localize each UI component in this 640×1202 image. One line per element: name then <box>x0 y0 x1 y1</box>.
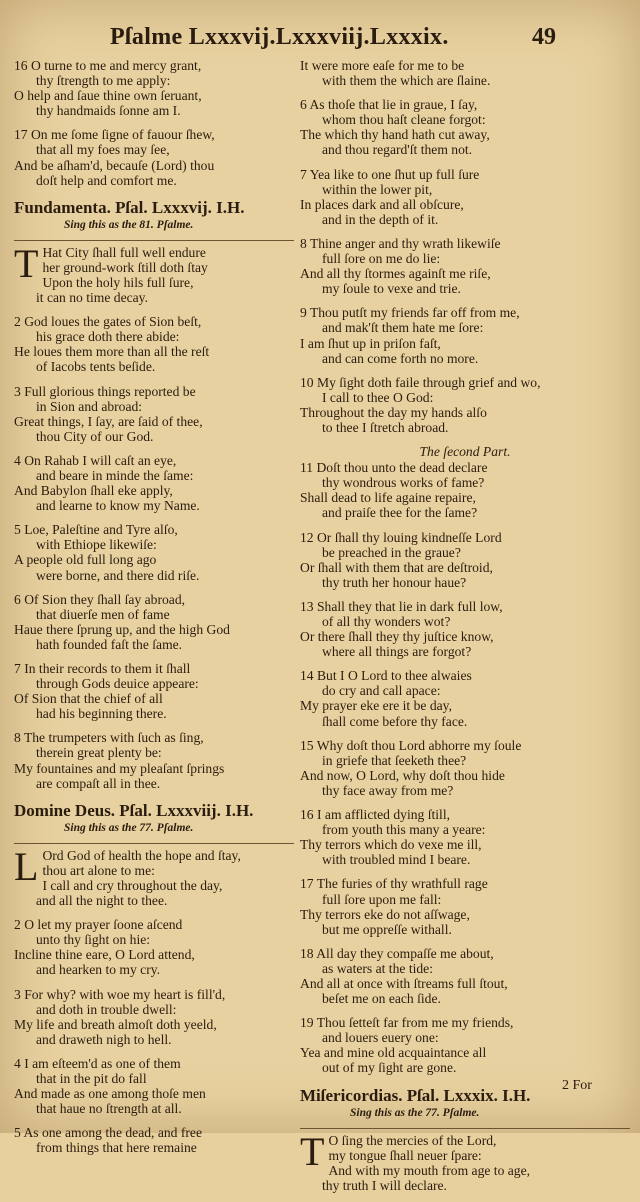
verse <box>14 384 294 444</box>
tune-direction: Sing this as the 81. Pſalme. <box>64 218 194 231</box>
verse-line: Ord God of health the hope and ſtay, <box>42 847 241 863</box>
verse-line: And with my mouth from age to age, <box>328 1162 531 1178</box>
verse-line: that haue no ſtrength at all. <box>36 1101 182 1117</box>
verse-line: unto thy ſight on hie: <box>36 932 151 948</box>
verse-line: And all thy ſtormes againſt me riſe, <box>300 266 491 282</box>
verse-line: and mak'ſt them hate me ſore: <box>322 320 484 336</box>
verse <box>14 661 294 721</box>
verse-line: 12 Or ſhall thy louing kindneſſe Lord <box>300 529 502 545</box>
drop-cap: L <box>14 843 39 889</box>
verse-line: where all things are forgot? <box>322 644 472 660</box>
verse-line: Thy terrors which do vexe me ill, <box>300 837 482 853</box>
verse-line: I call and cry throughout the day, <box>42 877 223 893</box>
verse-line: in Sion and abroad: <box>36 398 143 414</box>
verse-line: thou art alone to me: <box>42 862 155 878</box>
verse-line: thy face away from me? <box>322 782 454 798</box>
drop-cap: T <box>300 1128 325 1174</box>
verse-line: to thee I ſtretch abroad. <box>322 419 449 435</box>
verse-line: with troubled mind I beare. <box>322 852 471 868</box>
verse-line: Upon the holy hils full ſure, <box>42 274 194 290</box>
verse-line: as waters at the tide: <box>322 960 433 976</box>
verse-line: 7 In their records to them it ſhall <box>14 661 191 676</box>
verse <box>300 1128 630 1193</box>
verse-line: And made as one among thoſe men <box>14 1086 206 1102</box>
verse-line: Or ſhall with them that are deſtroid, <box>300 559 493 575</box>
verse-line: 7 Yea like to one ſhut up full ſure <box>300 166 480 182</box>
verse-line: her ground-work ſtill doth ſtay <box>42 259 208 275</box>
verse-line: My fountaines and my pleaſant ſprings <box>14 760 225 776</box>
verse <box>14 127 294 187</box>
verse-line: I call to thee O God: <box>322 389 434 405</box>
verse <box>14 453 294 513</box>
verse <box>300 1015 630 1075</box>
verse-line: his grace doth there abide: <box>36 329 180 345</box>
verse-line: are compaſt all in thee. <box>36 775 161 791</box>
verse-line: had his beginning there. <box>36 706 167 722</box>
verse <box>14 58 294 118</box>
verse-line: thy wondrous works of fame? <box>322 475 485 491</box>
verse-line: of Iacobs tents beſide. <box>36 359 156 375</box>
verse-line: and learne to know my Name. <box>36 498 200 514</box>
verse-line: 10 My ſight doth faile through grief and wo, <box>300 374 541 390</box>
verse <box>300 305 630 365</box>
verse-line: it can no time decay. <box>36 290 148 306</box>
verse <box>300 807 630 867</box>
verse-line: Incline thine eare, O Lord attend, <box>14 947 195 963</box>
running-header <box>0 24 640 54</box>
verse-line: Great things, I ſay, are ſaid of thee, <box>14 413 203 429</box>
drop-cap: T <box>14 240 39 286</box>
verse-line: and louers euery one: <box>322 1030 439 1046</box>
verse-line: thy truth her honour haue? <box>322 574 467 590</box>
verse-line: out of my ſight are gone. <box>322 1060 457 1076</box>
verse-line: 8 Thine anger and thy wrath likewiſe <box>300 235 501 251</box>
heading-rule <box>300 1128 630 1129</box>
verse-line: My life and breath almoſt doth yeeld, <box>14 1016 217 1032</box>
verse <box>14 917 294 977</box>
verse-line: 2 God loues the gates of Sion beſt, <box>14 314 202 330</box>
verse-line: 6 As thoſe that lie in graue, I ſay, <box>300 97 478 113</box>
verse-line: and praiſe thee for the ſame? <box>322 505 478 521</box>
psalm-title: Fundamenta. Pſal. Lxxxvij. I.H. <box>14 197 245 217</box>
verse-line: And now, O Lord, why doſt thou hide <box>300 767 505 783</box>
verse-line: 4 I am eſteem'd as one of them <box>14 1055 181 1071</box>
verse-line: O ſing the mercies of the Lord, <box>328 1132 497 1148</box>
verse-line: 6 Of Sion they ſhall ſay abroad, <box>14 591 186 607</box>
verse <box>14 730 294 790</box>
verse-line: with them the which are ſlaine. <box>322 73 491 89</box>
verse-line: whom thou haſt cleane forgot: <box>322 112 486 128</box>
left-column <box>14 58 294 1164</box>
verse-line: 17 The furies of thy wrathfull rage <box>300 876 488 892</box>
verse-line: 8 The trumpeters with ſuch as ſing, <box>14 730 204 746</box>
verse-line: Hat City ſhall full well endure <box>42 244 206 260</box>
verse-line: 16 I am afflicted dying ſtill, <box>300 807 451 823</box>
verse-line: 18 All day they compaſſe me about, <box>300 945 494 961</box>
verse-line: and draweth nigh to hell. <box>36 1031 172 1047</box>
verse <box>14 843 294 909</box>
verse-line: through Gods deuice appeare: <box>36 676 199 692</box>
verse-line: 3 For why? with woe my heart is fill'd, <box>14 986 226 1002</box>
verse-line: full ſore on me do lie: <box>322 251 441 267</box>
verse-line: Shall dead to life againe repaire, <box>300 490 476 506</box>
verse-line: my ſoule to vexe and trie. <box>322 281 461 297</box>
verse-line: 5 As one among the dead, and free <box>14 1125 202 1141</box>
verse <box>14 240 294 306</box>
catchword: 2 For <box>562 1078 592 1093</box>
heading-rule <box>14 843 294 844</box>
verse <box>300 599 630 659</box>
verse-line: were borne, and there did riſe. <box>36 567 200 583</box>
verse-line: from youth this many a yeare: <box>322 822 486 838</box>
verse-line: be preached in the graue? <box>322 544 461 560</box>
verse-line: 2 O let my prayer ſoone aſcend <box>14 917 183 933</box>
verse-line: In places dark and all obſcure, <box>300 196 464 212</box>
verse <box>14 522 294 582</box>
verse-line: 9 Thou putſt my friends far off from me, <box>300 305 520 321</box>
verse-line: 11 Doſt thou unto the dead declare <box>300 460 488 476</box>
psalm-title: Domine Deus. Pſal. Lxxxviij. I.H. <box>14 800 254 820</box>
verse-line: thy handmaids ſonne am I. <box>36 103 181 119</box>
verse-line: with Ethiope likewiſe: <box>36 537 157 553</box>
verse-line: and beare in minde the ſame: <box>36 467 194 483</box>
verse-line: and thou regard'ſt them not. <box>322 142 473 158</box>
verse-line: hath founded faſt the ſame. <box>36 636 183 652</box>
psalm-title: Miſericordias. Pſal. Lxxxix. I.H. <box>300 1085 531 1105</box>
psalm-heading <box>14 198 294 241</box>
verse-line: Yea and mine old acquaintance all <box>300 1045 487 1061</box>
verse-line: 4 On Rahab I will caſt an eye, <box>14 452 177 468</box>
verse <box>300 876 630 936</box>
verse-line: The which thy hand hath cut away, <box>300 127 490 143</box>
verse-line: in griefe that ſeeketh thee? <box>322 752 467 768</box>
verse-line: My prayer eke ere it be day, <box>300 698 452 714</box>
verse-line: beſet me on each ſide. <box>322 991 441 1007</box>
tune-direction: Sing this as the 77. Pſalme. <box>350 1106 480 1119</box>
verse-line: He loues them more than all the reſt <box>14 344 210 360</box>
verse-line: and hearken to my cry. <box>36 962 161 978</box>
tune-direction: Sing this as the 77. Pſalme. <box>64 821 194 834</box>
verse-line: And be aſham'd, becauſe (Lord) thou <box>14 157 215 173</box>
verse-line: Or there ſhall they thy juſtice know, <box>300 629 494 645</box>
verse <box>14 592 294 652</box>
verse <box>300 375 630 435</box>
verse-line: ſhall come before thy face. <box>322 713 468 729</box>
verse-line: do cry and call apace: <box>322 683 441 699</box>
verse-line: I am ſhut up in priſon faſt, <box>300 335 441 351</box>
verse-line: 19 Thou ſetteſt far from me my friends, <box>300 1015 514 1031</box>
verse-line: and all the night to thee. <box>36 893 168 909</box>
verse-line: full ſore upon me fall: <box>322 891 442 907</box>
verse-line: thy truth I will declare. <box>322 1177 447 1193</box>
verse-line: and doth in trouble dwell: <box>36 1001 177 1017</box>
verse-line: 15 Why doſt thou Lord abhorre my ſoule <box>300 737 522 753</box>
verse-line: thy ſtrength to me apply: <box>36 73 171 89</box>
verse-line: It were more eaſe for me to be <box>300 58 465 73</box>
verse <box>300 668 630 728</box>
verse-line: doſt help and comfort me. <box>36 172 177 188</box>
verse-line: 5 Loe, Paleſtine and Tyre alſo, <box>14 522 178 538</box>
verse <box>300 738 630 798</box>
verse <box>14 1056 294 1116</box>
verse-line: that in the pit do fall <box>36 1070 147 1086</box>
verse-line: thou City of our God. <box>36 428 154 444</box>
verse-line: And all at once with ſtreams full ſtout, <box>300 975 508 991</box>
verse <box>14 1125 294 1155</box>
verse-line: Throughout the day my hands alſo <box>300 404 487 420</box>
verse <box>14 987 294 1047</box>
verse-line: Of Sion that the chief of all <box>14 691 163 707</box>
psalm-heading <box>14 801 294 844</box>
verse-line: my tongue ſhall neuer ſpare: <box>328 1147 482 1163</box>
verse-line: from things that here remaine <box>36 1140 197 1156</box>
verse-line: 16 O turne to me and mercy grant, <box>14 58 202 73</box>
verse-line: that diuerſe men of fame <box>36 606 170 622</box>
verse <box>300 460 630 520</box>
verse-line: Haue there ſprung up, and the high God <box>14 621 230 637</box>
verse-line: O help and ſaue thine own ſeruant, <box>14 88 202 104</box>
verse-line: A people old full long ago <box>14 552 157 568</box>
heading-rule <box>14 240 294 241</box>
page-number: 49 <box>532 24 556 50</box>
verse <box>300 97 630 157</box>
verse-line: 13 Shall they that lie in dark full low, <box>300 598 503 614</box>
verse <box>300 167 630 227</box>
verse-line: Thy terrors eke do not aſſwage, <box>300 906 470 922</box>
part-heading: The ſecond Part. <box>419 444 511 460</box>
verse <box>14 314 294 374</box>
verse-line: of all thy wonders wot? <box>322 614 451 629</box>
verse <box>300 530 630 590</box>
verse-line: that all my foes may ſee, <box>36 142 170 158</box>
verse-line: And Babylon ſhall eke apply, <box>14 483 173 499</box>
verse-line: and in the depth of it. <box>322 211 439 227</box>
verse-line: 17 On me ſome ſigne of fauour ſhew, <box>14 127 215 143</box>
verse-line: therein great plenty be: <box>36 745 162 761</box>
verse-line: and can come forth no more. <box>322 350 479 366</box>
verse <box>300 236 630 296</box>
right-column <box>300 58 630 1202</box>
verse-line: 14 But I O Lord to thee alwaies <box>300 668 472 684</box>
verse-line: but me oppreſſe withall. <box>322 921 452 937</box>
running-title: Pſalme Lxxxvij.Lxxxviij.Lxxxix. <box>110 24 449 50</box>
verse-line: within the lower pit, <box>322 181 433 197</box>
verse <box>300 58 630 88</box>
verse <box>300 946 630 1006</box>
verse-line: 3 Full glorious things reported be <box>14 383 196 399</box>
